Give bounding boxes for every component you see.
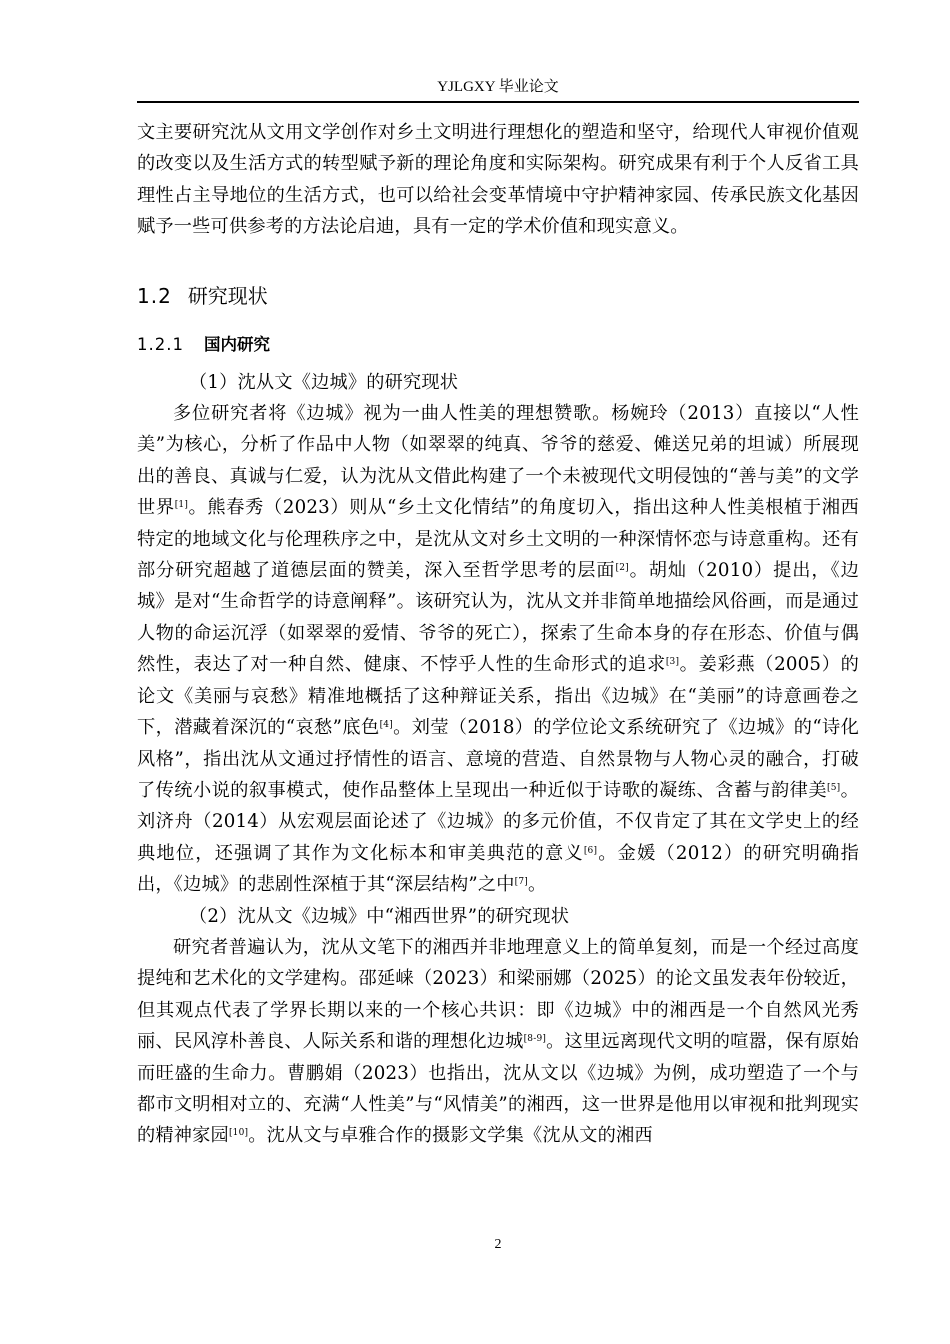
subsection-number: 1.2.1 — [137, 334, 184, 354]
part1-paragraph — [137, 398, 859, 901]
part1-text-7: 。金媛（2012）的研究明确指出，《边城》的悲剧性深植于其“深层结构”之中 — [137, 842, 859, 896]
citation-5: [5] — [826, 782, 841, 793]
citation-10: [10] — [228, 1128, 249, 1139]
part1-text-4: 。姜彩燕（2005）的论文《美丽与哀愁》精准地概括了这种辩证关系，指出《边城》在“美丽”的诗意画卷之下，潜藏着深沉的“哀愁”底色 — [137, 654, 859, 739]
citation-1: [1] — [174, 500, 189, 511]
part2-text-1: 研究者普遍认为，沈从文笔下的湘西并非地理意义上的简单复刻，而是一个经过高度提纯和艺术化的文学建构。邵延崃（2023）和梁丽娜（2025）的论文虽发表年份较近，但其观点代表了学界长期以来的一个核心共识：即《边城》中的湘西是一个自然风光秀丽、民风淳朴善良、人际关系和谐的理想化边城 — [137, 936, 859, 1053]
citation-3: [3] — [665, 657, 680, 668]
section-heading — [137, 281, 859, 311]
subsection-title: 国内研究 — [203, 334, 270, 354]
part2-paragraph — [137, 932, 859, 1152]
page-number: 2 — [494, 1237, 502, 1252]
part1-text-2: 。熊春秀（2023）则从“乡土文化情结”的角度切入，指出这种人性美根植于湘西特定的地域文化与伦理秩序之中，是沈从文对乡土文明的一种深情怀恋与诗意重构。还有部分研究超越了道德层面的赞美，深入至哲学思考的层面 — [137, 497, 859, 582]
part1-text-3: 。胡灿（2010）提出，《边城》是对“生命哲学的诗意阐释”。该研究认为，沈从文并非简单地描绘风俗画，而是通过人物的命运沉浮（如翠翠的爱情、爷爷的死亡），探索了生命本身的存在形态、价值与偶然性，表达了对一种自然、健康、不悖乎人性的生命形式的追求 — [137, 560, 859, 676]
running-header: YJLGXY 毕业论文 — [437, 79, 559, 95]
citation-6: [6] — [583, 845, 598, 856]
part1-text-8: 。 — [528, 874, 547, 896]
header-rule — [137, 101, 859, 103]
section-number: 1.2 — [137, 283, 172, 308]
subsection-heading — [137, 331, 859, 359]
part2-text-3: 。沈从文与卓雅合作的摄影文学集《沈从文的湘西 — [248, 1125, 653, 1147]
citation-7: [7] — [514, 877, 529, 888]
part2-text-2: 。这里远离现代文明的喧嚣，保有原始而旺盛的生命力。曹鹏娟（2023）也指出，沈从文以《边城》为例，成功塑造了一个与都市文明相对立的、充满“人性美”与“风情美”的湘西，这一世界是他用以审视和批判现实的精神家园 — [137, 1031, 860, 1147]
intro-paragraph: 文主要研究沈从文用文学创作对乡土文明进行理想化的塑造和坚守，给现代人审视价值观的改变以及生活方式的转型赋予新的理论角度和实际架构。研究成果有利于个人反省工具理性占主导地位的生活方式，也可以给社会变革情境中守护精神家园、传承民族文化基因赋予一些可供参考的方法论启迪，具有一定的学术价值和现实意义。 — [137, 122, 859, 238]
page-body — [137, 117, 859, 1152]
citation-2: [2] — [615, 563, 629, 574]
part2-heading: （2）沈从文《边城》中“湘西世界”的研究现状 — [189, 905, 570, 927]
part1-text-1: 多位研究者将《边城》视为一曲人性美的理想赞歌。杨婉玲（2013）直接以“人性美”为核心，分析了作品中人物（如翠翠的纯真、爷爷的慈爱、傩送兄弟的坦诚）所展现出的善良、真诚与仁爱，认为沈从文借此构建了一个未被现代文明侵蚀的“善与美”的文学世界 — [137, 403, 859, 519]
citation-4: [4] — [379, 720, 393, 731]
part1-text-6: 。刘济舟（2014）从宏观层面论述了《边城》的多元价值，不仅肯定了其在文学史上的经典地位，还强调了其作为文化标本和审美典范的意义 — [137, 779, 859, 864]
part1-text-5: 。刘莹（2018）的学位论文系统研究了《边城》的“诗化风格”，指出沈从文通过抒情性的语言、意境的营造、自然景物与人物心灵的融合，打破了传统小说的叙事模式，使作品整体上呈现出一种近似于诗歌的凝练、含蓄与韵律美 — [137, 717, 860, 801]
part1-heading: （1）沈从文《边城》的研究现状 — [189, 371, 459, 393]
citation-8-9: [8-9] — [523, 1034, 547, 1045]
section-title: 研究现状 — [187, 283, 268, 308]
